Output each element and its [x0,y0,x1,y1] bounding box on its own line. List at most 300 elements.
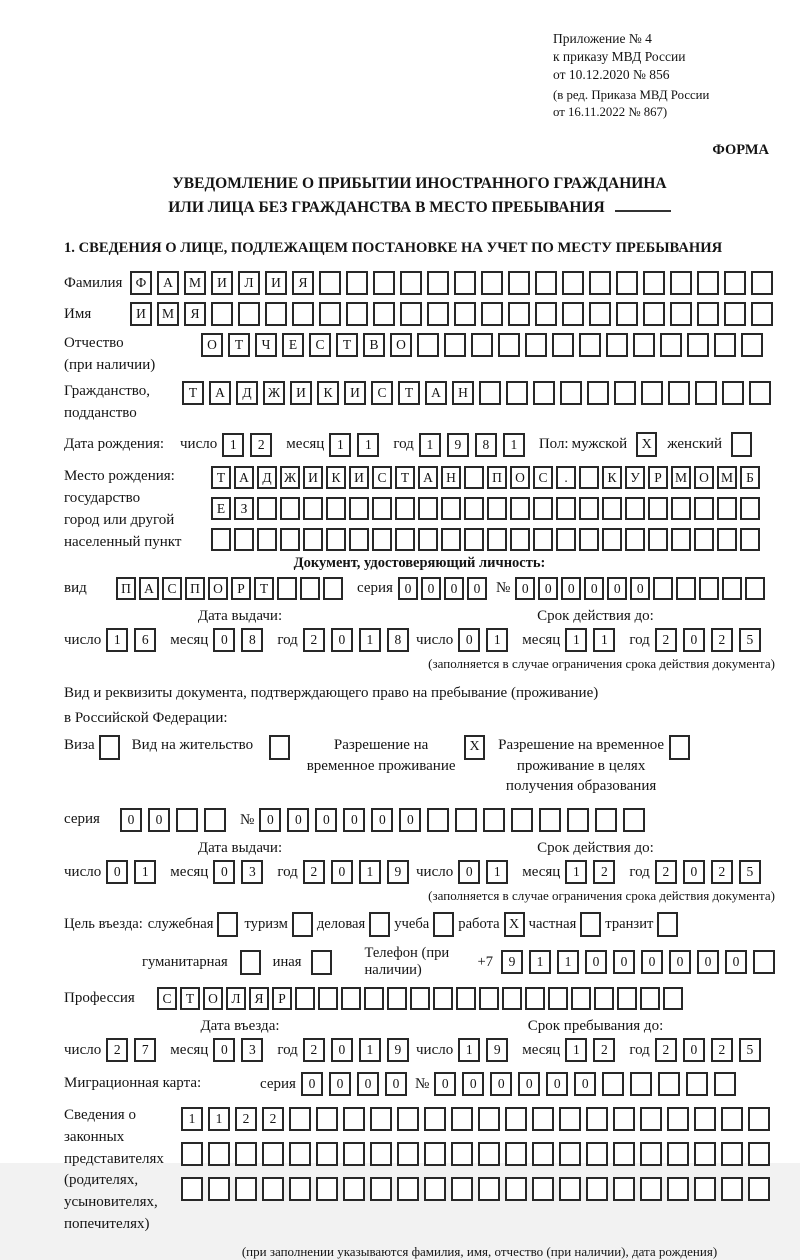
char-cell[interactable] [257,528,277,551]
char-cell[interactable] [579,466,599,489]
char-cell[interactable]: 2 [711,628,733,652]
char-cell[interactable]: 0 [538,577,558,600]
char-cell[interactable]: И [303,466,323,489]
char-cell[interactable]: 0 [398,577,418,600]
char-cell[interactable]: О [201,333,223,357]
char-cell[interactable] [478,1177,500,1201]
char-cell[interactable] [748,1142,770,1166]
char-cell[interactable] [481,302,503,326]
char-cell[interactable]: Р [648,466,668,489]
char-cell[interactable]: И [265,271,287,295]
char-cell[interactable]: А [209,381,231,405]
char-cell[interactable]: 2 [303,628,325,652]
char-cell[interactable]: 9 [447,433,469,457]
char-cell[interactable] [660,333,682,357]
char-cell[interactable]: 8 [241,628,263,652]
char-cell[interactable] [613,1142,635,1166]
char-cell[interactable] [602,528,622,551]
char-cell[interactable] [640,1107,662,1131]
char-cell[interactable]: 1 [565,860,587,884]
char-cell[interactable] [427,808,449,832]
char-cell[interactable] [478,1142,500,1166]
char-cell[interactable] [697,302,719,326]
char-cell[interactable] [300,577,320,600]
char-cell[interactable] [616,271,638,295]
checkbox-residence-permit[interactable] [269,735,290,760]
char-cell[interactable] [397,1177,419,1201]
char-cell[interactable] [668,381,690,405]
char-cell[interactable] [316,1177,338,1201]
char-cell[interactable] [451,1107,473,1131]
char-cell[interactable] [505,1177,527,1201]
char-cell[interactable] [613,1107,635,1131]
char-cell[interactable] [343,1177,365,1201]
char-cell[interactable] [533,528,553,551]
char-cell[interactable]: 0 [683,1038,705,1062]
char-cell[interactable]: С [371,381,393,405]
char-cell[interactable]: 2 [106,1038,128,1062]
char-cell[interactable] [633,333,655,357]
char-cell[interactable] [326,497,346,520]
char-cell[interactable] [262,1142,284,1166]
char-cell[interactable]: А [157,271,179,295]
char-cell[interactable]: 0 [399,808,421,832]
char-cell[interactable]: 8 [387,628,409,652]
char-cell[interactable] [556,497,576,520]
char-cell[interactable] [694,497,714,520]
char-cell[interactable] [587,381,609,405]
char-cell[interactable] [721,1142,743,1166]
char-cell[interactable] [533,497,553,520]
char-cell[interactable]: 9 [387,1038,409,1062]
char-cell[interactable] [667,1142,689,1166]
char-cell[interactable]: Ф [130,271,152,295]
char-cell[interactable] [640,1142,662,1166]
char-cell[interactable] [235,1142,257,1166]
char-cell[interactable]: О [203,987,223,1010]
char-cell[interactable]: И [130,302,152,326]
char-cell[interactable] [695,381,717,405]
char-cell[interactable] [487,528,507,551]
char-cell[interactable]: 1 [565,1038,587,1062]
char-cell[interactable] [451,1142,473,1166]
char-cell[interactable] [535,271,557,295]
char-cell[interactable] [397,1107,419,1131]
char-cell[interactable] [714,333,736,357]
char-cell[interactable]: Т [336,333,358,357]
checkbox-private[interactable] [580,912,601,937]
char-cell[interactable]: К [602,466,622,489]
char-cell[interactable] [372,528,392,551]
char-cell[interactable] [579,528,599,551]
char-cell[interactable]: Р [272,987,292,1010]
char-cell[interactable] [641,381,663,405]
char-cell[interactable] [424,1177,446,1201]
char-cell[interactable]: 0 [259,808,281,832]
char-cell[interactable]: 2 [303,860,325,884]
char-cell[interactable] [478,1107,500,1131]
char-cell[interactable] [653,577,673,600]
char-cell[interactable]: 1 [503,433,525,457]
char-cell[interactable] [589,271,611,295]
char-cell[interactable]: 1 [486,860,508,884]
char-cell[interactable] [410,987,430,1010]
char-cell[interactable] [238,302,260,326]
char-cell[interactable]: 0 [613,950,635,974]
char-cell[interactable] [562,302,584,326]
checkbox-study[interactable] [433,912,454,937]
char-cell[interactable]: 0 [584,577,604,600]
char-cell[interactable]: А [139,577,159,600]
char-cell[interactable] [589,302,611,326]
char-cell[interactable] [395,497,415,520]
char-cell[interactable] [532,1177,554,1201]
char-cell[interactable] [567,808,589,832]
char-cell[interactable] [234,528,254,551]
char-cell[interactable]: Д [236,381,258,405]
char-cell[interactable] [559,1142,581,1166]
char-cell[interactable] [532,1142,554,1166]
char-cell[interactable] [265,302,287,326]
char-cell[interactable]: 0 [120,808,142,832]
char-cell[interactable] [424,1142,446,1166]
char-cell[interactable] [424,1107,446,1131]
char-cell[interactable] [532,1107,554,1131]
char-cell[interactable] [559,1107,581,1131]
char-cell[interactable] [316,1142,338,1166]
char-cell[interactable] [343,1107,365,1131]
char-cell[interactable] [295,987,315,1010]
char-cell[interactable] [643,271,665,295]
checkbox-visa[interactable] [99,735,120,760]
char-cell[interactable]: 2 [250,433,272,457]
char-cell[interactable] [694,1107,716,1131]
char-cell[interactable]: П [116,577,136,600]
char-cell[interactable]: А [425,381,447,405]
char-cell[interactable] [349,528,369,551]
char-cell[interactable] [602,497,622,520]
char-cell[interactable]: 2 [711,860,733,884]
char-cell[interactable] [748,1107,770,1131]
char-cell[interactable]: Т [395,466,415,489]
char-cell[interactable] [211,302,233,326]
char-cell[interactable]: 0 [331,628,353,652]
char-cell[interactable] [303,497,323,520]
char-cell[interactable] [262,1177,284,1201]
checkbox-tourism[interactable] [292,912,313,937]
char-cell[interactable]: 3 [241,1038,263,1062]
char-cell[interactable] [594,987,614,1010]
char-cell[interactable]: 0 [213,628,235,652]
char-cell[interactable]: С [157,987,177,1010]
char-cell[interactable] [444,333,466,357]
char-cell[interactable] [479,381,501,405]
char-cell[interactable]: Л [226,987,246,1010]
char-cell[interactable]: 1 [359,1038,381,1062]
char-cell[interactable] [586,1142,608,1166]
char-cell[interactable]: 0 [725,950,747,974]
char-cell[interactable]: Н [452,381,474,405]
char-cell[interactable]: 5 [739,628,761,652]
char-cell[interactable]: Л [238,271,260,295]
char-cell[interactable] [502,987,522,1010]
char-cell[interactable] [464,466,484,489]
char-cell[interactable] [640,1177,662,1201]
char-cell[interactable]: 1 [359,628,381,652]
char-cell[interactable] [370,1142,392,1166]
char-cell[interactable] [370,1177,392,1201]
char-cell[interactable] [671,497,691,520]
char-cell[interactable] [687,333,709,357]
char-cell[interactable] [640,987,660,1010]
char-cell[interactable]: 0 [458,628,480,652]
char-cell[interactable]: 2 [593,860,615,884]
char-cell[interactable] [667,1107,689,1131]
char-cell[interactable] [418,497,438,520]
char-cell[interactable] [505,1107,527,1131]
char-cell[interactable] [289,1107,311,1131]
checkbox-female[interactable] [731,432,752,457]
char-cell[interactable]: 1 [359,860,381,884]
char-cell[interactable]: 0 [458,860,480,884]
char-cell[interactable]: Н [441,466,461,489]
char-cell[interactable] [595,808,617,832]
char-cell[interactable] [441,528,461,551]
char-cell[interactable] [721,1177,743,1201]
char-cell[interactable] [552,333,574,357]
char-cell[interactable] [372,497,392,520]
char-cell[interactable] [722,381,744,405]
char-cell[interactable] [427,271,449,295]
char-cell[interactable]: 0 [490,1072,512,1096]
char-cell[interactable] [548,987,568,1010]
char-cell[interactable]: 0 [574,1072,596,1096]
char-cell[interactable] [417,333,439,357]
char-cell[interactable]: М [671,466,691,489]
char-cell[interactable]: 0 [683,860,705,884]
char-cell[interactable]: Т [398,381,420,405]
char-cell[interactable]: 2 [593,1038,615,1062]
char-cell[interactable] [451,1177,473,1201]
char-cell[interactable] [721,1107,743,1131]
char-cell[interactable] [464,528,484,551]
char-cell[interactable] [625,497,645,520]
char-cell[interactable]: 0 [683,628,705,652]
char-cell[interactable]: 1 [329,433,351,457]
char-cell[interactable]: З [234,497,254,520]
char-cell[interactable] [510,497,530,520]
char-cell[interactable] [606,333,628,357]
char-cell[interactable]: В [363,333,385,357]
char-cell[interactable] [479,987,499,1010]
char-cell[interactable] [280,528,300,551]
char-cell[interactable] [745,577,765,600]
char-cell[interactable] [280,497,300,520]
char-cell[interactable]: 1 [565,628,587,652]
char-cell[interactable] [400,302,422,326]
char-cell[interactable] [717,528,737,551]
char-cell[interactable] [667,1177,689,1201]
char-cell[interactable]: 0 [641,950,663,974]
char-cell[interactable]: . [556,466,576,489]
char-cell[interactable]: 0 [669,950,691,974]
char-cell[interactable] [346,271,368,295]
checkbox-male[interactable]: X [636,432,657,457]
char-cell[interactable]: 0 [697,950,719,974]
char-cell[interactable] [724,302,746,326]
char-cell[interactable] [395,528,415,551]
char-cell[interactable]: 9 [486,1038,508,1062]
char-cell[interactable] [323,577,343,600]
char-cell[interactable] [400,271,422,295]
char-cell[interactable]: 0 [515,577,535,600]
char-cell[interactable]: Т [211,466,231,489]
char-cell[interactable] [373,302,395,326]
char-cell[interactable]: М [184,271,206,295]
char-cell[interactable] [753,950,775,974]
char-cell[interactable] [373,271,395,295]
char-cell[interactable] [586,1177,608,1201]
char-cell[interactable]: 6 [134,628,156,652]
char-cell[interactable] [686,1072,708,1096]
char-cell[interactable]: 0 [467,577,487,600]
char-cell[interactable]: С [309,333,331,357]
char-cell[interactable] [471,333,493,357]
char-cell[interactable]: 0 [106,860,128,884]
char-cell[interactable]: Т [180,987,200,1010]
char-cell[interactable] [562,271,584,295]
char-cell[interactable] [418,528,438,551]
char-cell[interactable] [341,987,361,1010]
char-cell[interactable] [433,987,453,1010]
char-cell[interactable]: 0 [329,1072,351,1096]
char-cell[interactable]: Б [740,466,760,489]
char-cell[interactable]: 5 [739,1038,761,1062]
char-cell[interactable] [397,1142,419,1166]
char-cell[interactable]: 1 [106,628,128,652]
char-cell[interactable] [602,1072,624,1096]
char-cell[interactable]: 1 [134,860,156,884]
char-cell[interactable] [717,497,737,520]
char-cell[interactable] [625,528,645,551]
char-cell[interactable] [454,302,476,326]
char-cell[interactable]: 1 [357,433,379,457]
char-cell[interactable]: 0 [546,1072,568,1096]
char-cell[interactable] [670,302,692,326]
char-cell[interactable]: К [317,381,339,405]
char-cell[interactable] [724,271,746,295]
char-cell[interactable] [456,987,476,1010]
char-cell[interactable] [364,987,384,1010]
char-cell[interactable]: 0 [462,1072,484,1096]
char-cell[interactable]: 0 [287,808,309,832]
char-cell[interactable]: 1 [419,433,441,457]
char-cell[interactable]: П [487,466,507,489]
char-cell[interactable] [208,1177,230,1201]
char-cell[interactable]: 9 [501,950,523,974]
char-cell[interactable] [257,497,277,520]
char-cell[interactable] [343,1142,365,1166]
char-cell[interactable]: У [625,466,645,489]
char-cell[interactable]: О [694,466,714,489]
char-cell[interactable] [748,1177,770,1201]
char-cell[interactable] [751,302,773,326]
char-cell[interactable]: 1 [486,628,508,652]
char-cell[interactable]: Е [282,333,304,357]
char-cell[interactable] [722,577,742,600]
char-cell[interactable]: 0 [434,1072,456,1096]
char-cell[interactable] [319,271,341,295]
char-cell[interactable] [208,1142,230,1166]
char-cell[interactable]: 0 [331,1038,353,1062]
char-cell[interactable] [751,271,773,295]
char-cell[interactable] [671,528,691,551]
char-cell[interactable] [694,528,714,551]
char-cell[interactable] [556,528,576,551]
char-cell[interactable]: 1 [557,950,579,974]
char-cell[interactable]: А [418,466,438,489]
char-cell[interactable] [277,577,297,600]
char-cell[interactable] [508,271,530,295]
char-cell[interactable] [741,333,763,357]
char-cell[interactable]: 0 [343,808,365,832]
char-cell[interactable] [487,497,507,520]
char-cell[interactable] [676,577,696,600]
char-cell[interactable]: 1 [529,950,551,974]
char-cell[interactable] [616,302,638,326]
char-cell[interactable]: 2 [655,628,677,652]
char-cell[interactable] [533,381,555,405]
char-cell[interactable]: И [349,466,369,489]
char-cell[interactable]: Ж [280,466,300,489]
char-cell[interactable] [579,497,599,520]
char-cell[interactable] [346,302,368,326]
checkbox-business[interactable] [369,912,390,937]
char-cell[interactable]: Я [292,271,314,295]
char-cell[interactable]: 2 [711,1038,733,1062]
char-cell[interactable]: Д [257,466,277,489]
char-cell[interactable]: Ж [263,381,285,405]
char-cell[interactable] [579,333,601,357]
char-cell[interactable]: С [533,466,553,489]
char-cell[interactable] [455,808,477,832]
char-cell[interactable] [316,1107,338,1131]
char-cell[interactable] [508,302,530,326]
char-cell[interactable] [714,1072,736,1096]
char-cell[interactable]: Е [211,497,231,520]
char-cell[interactable]: 5 [739,860,761,884]
char-cell[interactable] [370,1107,392,1131]
char-cell[interactable]: С [162,577,182,600]
char-cell[interactable]: 0 [213,860,235,884]
char-cell[interactable]: 1 [458,1038,480,1062]
checkbox-official[interactable] [217,912,238,937]
char-cell[interactable]: 0 [331,860,353,884]
char-cell[interactable]: 0 [518,1072,540,1096]
char-cell[interactable]: Я [184,302,206,326]
checkbox-transit[interactable] [657,912,678,937]
checkbox-humanitarian[interactable] [240,950,261,975]
char-cell[interactable] [303,528,323,551]
char-cell[interactable] [292,302,314,326]
char-cell[interactable] [211,528,231,551]
char-cell[interactable] [525,987,545,1010]
char-cell[interactable] [235,1177,257,1201]
char-cell[interactable] [326,528,346,551]
char-cell[interactable] [511,808,533,832]
char-cell[interactable] [505,1142,527,1166]
char-cell[interactable] [289,1142,311,1166]
